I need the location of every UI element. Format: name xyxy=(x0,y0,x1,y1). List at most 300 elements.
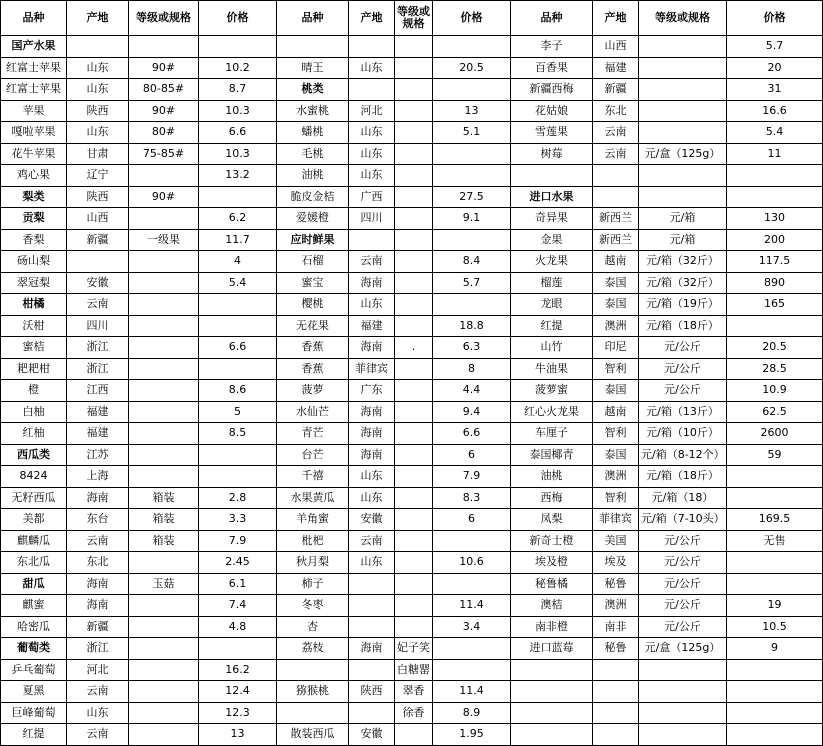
table-row xyxy=(1,272,823,294)
table-cell: 香梨 xyxy=(1,229,67,251)
table-cell: 海南 xyxy=(67,487,129,509)
table-cell: 南非橙 xyxy=(511,616,593,638)
table-row xyxy=(1,294,823,316)
table-cell: 山西 xyxy=(67,208,129,230)
table-cell xyxy=(129,294,199,316)
table-cell xyxy=(433,530,511,552)
table-cell xyxy=(349,702,395,724)
table-cell xyxy=(129,380,199,402)
table-cell: 红提 xyxy=(511,315,593,337)
table-cell: 元/公斤 xyxy=(639,616,727,638)
table-cell: 117.5 xyxy=(727,251,823,273)
table-cell: 广东 xyxy=(349,380,395,402)
table-cell: 10.3 xyxy=(199,143,277,165)
table-cell: 东台 xyxy=(67,509,129,531)
table-cell xyxy=(639,659,727,681)
table-cell: 桃类 xyxy=(277,79,349,101)
table-cell: 无售 xyxy=(727,530,823,552)
table-cell: 徐香 xyxy=(395,702,433,724)
table-cell: 甜瓜 xyxy=(1,573,67,595)
table-cell: 元/盒（125g） xyxy=(639,638,727,660)
table-cell: 8.5 xyxy=(199,423,277,445)
table-cell xyxy=(349,659,395,681)
table-cell: 9.4 xyxy=(433,401,511,423)
table-cell xyxy=(433,143,511,165)
table-cell: 百香果 xyxy=(511,57,593,79)
table-cell xyxy=(639,57,727,79)
table-cell: 200 xyxy=(727,229,823,251)
table-cell xyxy=(727,552,823,574)
table-cell: 1.95 xyxy=(433,724,511,746)
table-cell: 130 xyxy=(727,208,823,230)
table-cell: 18.8 xyxy=(433,315,511,337)
table-row xyxy=(1,616,823,638)
table-cell: 蜜宝 xyxy=(277,272,349,294)
header-cell: 品种 xyxy=(1,1,67,36)
table-cell: 6.6 xyxy=(199,337,277,359)
table-cell: 6.6 xyxy=(199,122,277,144)
table-cell: 4.4 xyxy=(433,380,511,402)
table-cell: 翠冠梨 xyxy=(1,272,67,294)
table-cell: 90# xyxy=(129,186,199,208)
table-cell xyxy=(129,552,199,574)
table-cell: 元/箱 xyxy=(639,208,727,230)
table-cell xyxy=(395,315,433,337)
table-cell: 2600 xyxy=(727,423,823,445)
table-cell: 香蕉 xyxy=(277,337,349,359)
table-cell: 云南 xyxy=(349,251,395,273)
table-cell xyxy=(727,702,823,724)
table-cell: 菠萝 xyxy=(277,380,349,402)
table-cell xyxy=(395,423,433,445)
table-cell: 11.7 xyxy=(199,229,277,251)
table-cell: 葡萄类 xyxy=(1,638,67,660)
table-cell xyxy=(395,208,433,230)
table-cell: 进口蓝莓 xyxy=(511,638,593,660)
table-cell: 樱桃 xyxy=(277,294,349,316)
table-cell: 苹果 xyxy=(1,100,67,122)
table-cell: 山东 xyxy=(349,294,395,316)
table-cell xyxy=(593,681,639,703)
table-cell: 智利 xyxy=(593,487,639,509)
table-cell xyxy=(395,358,433,380)
table-cell: 陕西 xyxy=(67,100,129,122)
table-cell: 浙江 xyxy=(67,337,129,359)
table-cell: 越南 xyxy=(593,251,639,273)
table-cell: 广西 xyxy=(349,186,395,208)
table-cell xyxy=(129,681,199,703)
table-cell: 台芒 xyxy=(277,444,349,466)
table-cell xyxy=(727,466,823,488)
table-cell: 6 xyxy=(433,444,511,466)
table-cell: 20.5 xyxy=(433,57,511,79)
table-cell: 元/箱（13斤） xyxy=(639,401,727,423)
table-cell: 红提 xyxy=(1,724,67,746)
table-row xyxy=(1,57,823,79)
table-cell: 80-85# xyxy=(129,79,199,101)
table-cell xyxy=(277,659,349,681)
table-cell: 埃及 xyxy=(593,552,639,574)
table-cell xyxy=(199,466,277,488)
table-cell: 云南 xyxy=(67,681,129,703)
table-cell xyxy=(129,208,199,230)
table-row xyxy=(1,229,823,251)
table-cell: 李子 xyxy=(511,36,593,58)
table-row xyxy=(1,208,823,230)
table-cell: 山东 xyxy=(349,122,395,144)
table-cell xyxy=(395,272,433,294)
table-cell xyxy=(199,315,277,337)
table-cell: 8424 xyxy=(1,466,67,488)
table-cell xyxy=(395,122,433,144)
table-cell xyxy=(511,659,593,681)
table-cell: 5.7 xyxy=(727,36,823,58)
table-cell: 一级果 xyxy=(129,229,199,251)
table-cell: 新西兰 xyxy=(593,229,639,251)
table-cell xyxy=(639,724,727,746)
table-cell: 10.5 xyxy=(727,616,823,638)
table-cell: 5.1 xyxy=(433,122,511,144)
table-cell: 安徽 xyxy=(349,509,395,531)
table-row xyxy=(1,724,823,746)
table-cell xyxy=(349,595,395,617)
table-cell: 山东 xyxy=(67,702,129,724)
table-cell xyxy=(639,165,727,187)
table-cell: 元/公斤 xyxy=(639,573,727,595)
table-cell: 4.8 xyxy=(199,616,277,638)
table-cell: 元/箱（7-10头） xyxy=(639,509,727,531)
table-cell: 海南 xyxy=(67,595,129,617)
table-cell xyxy=(511,724,593,746)
table-cell xyxy=(349,36,395,58)
table-cell xyxy=(129,401,199,423)
header-cell: 产地 xyxy=(349,1,395,36)
table-cell: 6.2 xyxy=(199,208,277,230)
table-cell: 新疆西梅 xyxy=(511,79,593,101)
table-cell xyxy=(727,724,823,746)
table-cell xyxy=(593,702,639,724)
table-cell: 东北瓜 xyxy=(1,552,67,574)
table-cell: 辽宁 xyxy=(67,165,129,187)
header-cell: 产地 xyxy=(593,1,639,36)
table-cell: 海南 xyxy=(67,573,129,595)
table-cell xyxy=(433,659,511,681)
table-cell: 3.3 xyxy=(199,509,277,531)
table-cell: 海南 xyxy=(349,272,395,294)
table-cell: 秘鲁 xyxy=(593,573,639,595)
table-cell xyxy=(593,659,639,681)
table-cell xyxy=(433,638,511,660)
table-cell xyxy=(199,358,277,380)
table-cell: 红富士苹果 xyxy=(1,79,67,101)
table-cell: 元/公斤 xyxy=(639,595,727,617)
table-cell: 13.2 xyxy=(199,165,277,187)
table-cell: 10.9 xyxy=(727,380,823,402)
table-cell xyxy=(727,165,823,187)
table-cell: 红柚 xyxy=(1,423,67,445)
table-cell: 玉菇 xyxy=(129,573,199,595)
table-cell xyxy=(67,36,129,58)
table-cell: 山东 xyxy=(67,57,129,79)
table-cell: 贡梨 xyxy=(1,208,67,230)
table-cell xyxy=(593,724,639,746)
table-cell: 东北 xyxy=(593,100,639,122)
table-cell: 橙 xyxy=(1,380,67,402)
table-cell: 江苏 xyxy=(67,444,129,466)
table-cell xyxy=(727,315,823,337)
table-body xyxy=(1,1,823,746)
table-cell xyxy=(199,638,277,660)
table-cell xyxy=(433,229,511,251)
table-cell: 树莓 xyxy=(511,143,593,165)
table-cell: 元/公斤 xyxy=(639,552,727,574)
table-cell: 59 xyxy=(727,444,823,466)
table-cell: 柑橘 xyxy=(1,294,67,316)
header-row xyxy=(1,1,823,36)
table-row xyxy=(1,79,823,101)
table-row xyxy=(1,315,823,337)
table-cell: 海南 xyxy=(349,638,395,660)
table-cell: 油桃 xyxy=(511,466,593,488)
table-cell: . xyxy=(395,337,433,359)
table-row xyxy=(1,659,823,681)
table-cell: 13 xyxy=(433,100,511,122)
table-cell: 元/箱（10斤） xyxy=(639,423,727,445)
table-cell: 8 xyxy=(433,358,511,380)
table-cell xyxy=(349,616,395,638)
table-cell xyxy=(433,573,511,595)
table-cell: 耙耙柑 xyxy=(1,358,67,380)
table-cell: 四川 xyxy=(67,315,129,337)
table-cell: 雪莲果 xyxy=(511,122,593,144)
table-cell: 无花果 xyxy=(277,315,349,337)
table-cell: 13 xyxy=(199,724,277,746)
table-row xyxy=(1,552,823,574)
table-cell: 山东 xyxy=(67,79,129,101)
table-cell xyxy=(395,165,433,187)
table-cell xyxy=(433,294,511,316)
table-cell: 花牛苹果 xyxy=(1,143,67,165)
table-cell: 10.2 xyxy=(199,57,277,79)
table-cell: 90# xyxy=(129,100,199,122)
table-cell xyxy=(395,294,433,316)
table-cell: 元/箱（18斤） xyxy=(639,315,727,337)
table-cell: 牛油果 xyxy=(511,358,593,380)
table-cell: 乒乓葡萄 xyxy=(1,659,67,681)
table-cell: 6.6 xyxy=(433,423,511,445)
table-cell xyxy=(639,702,727,724)
table-cell: 元/盒（125g） xyxy=(639,143,727,165)
table-cell: 11.4 xyxy=(433,681,511,703)
table-cell: 榴莲 xyxy=(511,272,593,294)
table-cell xyxy=(129,595,199,617)
table-cell xyxy=(727,186,823,208)
table-cell: 75-85# xyxy=(129,143,199,165)
table-row xyxy=(1,251,823,273)
table-cell: 海南 xyxy=(349,444,395,466)
table-cell xyxy=(395,143,433,165)
table-cell: 元/箱（32斤） xyxy=(639,272,727,294)
table-cell: 菲律宾 xyxy=(593,509,639,531)
table-cell: 美都 xyxy=(1,509,67,531)
table-cell xyxy=(395,487,433,509)
table-cell: 山东 xyxy=(349,552,395,574)
table-cell: 麒麟瓜 xyxy=(1,530,67,552)
table-cell: 31 xyxy=(727,79,823,101)
table-cell: 羊角蜜 xyxy=(277,509,349,531)
table-cell: 云南 xyxy=(593,122,639,144)
table-cell: 车厘子 xyxy=(511,423,593,445)
table-row xyxy=(1,122,823,144)
table-cell: 西瓜类 xyxy=(1,444,67,466)
table-cell: 陕西 xyxy=(67,186,129,208)
table-cell: 石榴 xyxy=(277,251,349,273)
table-cell: 16.2 xyxy=(199,659,277,681)
table-cell xyxy=(511,165,593,187)
table-cell: 元/箱（18斤） xyxy=(639,466,727,488)
table-cell: 秘鲁 xyxy=(593,638,639,660)
table-cell: 8.3 xyxy=(433,487,511,509)
header-cell: 品种 xyxy=(511,1,593,36)
table-cell xyxy=(639,122,727,144)
table-cell: 四川 xyxy=(349,208,395,230)
table-cell xyxy=(593,165,639,187)
table-cell xyxy=(395,552,433,574)
table-cell xyxy=(199,36,277,58)
table-row xyxy=(1,186,823,208)
table-cell: 智利 xyxy=(593,358,639,380)
table-cell: 美国 xyxy=(593,530,639,552)
table-cell: 泰国 xyxy=(593,294,639,316)
header-cell: 等级或规格 xyxy=(639,1,727,36)
table-cell: 福建 xyxy=(593,57,639,79)
table-cell xyxy=(395,229,433,251)
table-cell: 巨峰葡萄 xyxy=(1,702,67,724)
table-cell: 19 xyxy=(727,595,823,617)
table-cell: 浙江 xyxy=(67,638,129,660)
table-row xyxy=(1,702,823,724)
table-cell: 山东 xyxy=(349,466,395,488)
header-cell: 价格 xyxy=(199,1,277,36)
table-row xyxy=(1,466,823,488)
table-cell: 白糖罂 xyxy=(395,659,433,681)
header-cell: 品种 xyxy=(277,1,349,36)
table-cell: 夏黑 xyxy=(1,681,67,703)
table-cell: 元/箱（32斤） xyxy=(639,251,727,273)
table-cell xyxy=(129,724,199,746)
table-cell: 猕猴桃 xyxy=(277,681,349,703)
header-cell: 产地 xyxy=(67,1,129,36)
table-cell: 165 xyxy=(727,294,823,316)
table-cell: 新奇士橙 xyxy=(511,530,593,552)
table-cell: 10.6 xyxy=(433,552,511,574)
table-cell: 28.5 xyxy=(727,358,823,380)
table-cell: 20.5 xyxy=(727,337,823,359)
table-cell xyxy=(67,251,129,273)
table-cell: 脆皮金桔 xyxy=(277,186,349,208)
table-cell: 6.1 xyxy=(199,573,277,595)
table-cell: 新疆 xyxy=(67,616,129,638)
table-cell: 安徽 xyxy=(67,272,129,294)
table-cell: 80# xyxy=(129,122,199,144)
table-cell: 晴王 xyxy=(277,57,349,79)
table-cell: 哈密瓜 xyxy=(1,616,67,638)
table-cell: 元/公斤 xyxy=(639,380,727,402)
table-cell xyxy=(395,530,433,552)
table-cell: 12.3 xyxy=(199,702,277,724)
table-cell: 澳桔 xyxy=(511,595,593,617)
table-cell: 智利 xyxy=(593,423,639,445)
table-cell: 南非 xyxy=(593,616,639,638)
table-cell: 8.6 xyxy=(199,380,277,402)
table-cell: 山西 xyxy=(593,36,639,58)
table-cell: 印尼 xyxy=(593,337,639,359)
table-cell: 白柚 xyxy=(1,401,67,423)
table-cell: 10.3 xyxy=(199,100,277,122)
table-cell xyxy=(129,165,199,187)
table-cell: 90# xyxy=(129,57,199,79)
table-cell: 无籽西瓜 xyxy=(1,487,67,509)
table-cell xyxy=(395,573,433,595)
table-row xyxy=(1,423,823,445)
header-cell: 等级或规格 xyxy=(129,1,199,36)
table-cell: 6.3 xyxy=(433,337,511,359)
table-cell xyxy=(639,79,727,101)
table-cell xyxy=(511,681,593,703)
table-cell: 砀山梨 xyxy=(1,251,67,273)
table-cell xyxy=(349,229,395,251)
table-row xyxy=(1,509,823,531)
table-cell: 妃子笑 xyxy=(395,638,433,660)
table-cell: 12.4 xyxy=(199,681,277,703)
table-cell: 金果 xyxy=(511,229,593,251)
table-cell: 澳洲 xyxy=(593,466,639,488)
table-cell: 16.6 xyxy=(727,100,823,122)
table-cell: 云南 xyxy=(67,530,129,552)
table-row xyxy=(1,165,823,187)
table-cell xyxy=(639,186,727,208)
table-cell: 11.4 xyxy=(433,595,511,617)
table-cell xyxy=(511,702,593,724)
table-cell: 8.9 xyxy=(433,702,511,724)
table-cell xyxy=(395,251,433,273)
table-cell: 62.5 xyxy=(727,401,823,423)
table-cell: 应时鲜果 xyxy=(277,229,349,251)
table-cell: 香蕉 xyxy=(277,358,349,380)
table-cell: 青芒 xyxy=(277,423,349,445)
table-cell: 元/箱（18） xyxy=(639,487,727,509)
table-row xyxy=(1,573,823,595)
table-cell xyxy=(129,444,199,466)
table-cell xyxy=(129,702,199,724)
table-cell: 5.7 xyxy=(433,272,511,294)
table-cell: 8.7 xyxy=(199,79,277,101)
table-cell xyxy=(727,573,823,595)
table-cell xyxy=(129,466,199,488)
table-cell: 山东 xyxy=(349,143,395,165)
table-cell: 山东 xyxy=(349,487,395,509)
table-row xyxy=(1,681,823,703)
table-cell: 奇异果 xyxy=(511,208,593,230)
table-cell: 河北 xyxy=(349,100,395,122)
table-row xyxy=(1,380,823,402)
table-cell xyxy=(349,573,395,595)
table-cell xyxy=(727,487,823,509)
table-cell: 梨类 xyxy=(1,186,67,208)
table-cell: 上海 xyxy=(67,466,129,488)
table-cell: 山东 xyxy=(349,57,395,79)
table-cell xyxy=(129,272,199,294)
